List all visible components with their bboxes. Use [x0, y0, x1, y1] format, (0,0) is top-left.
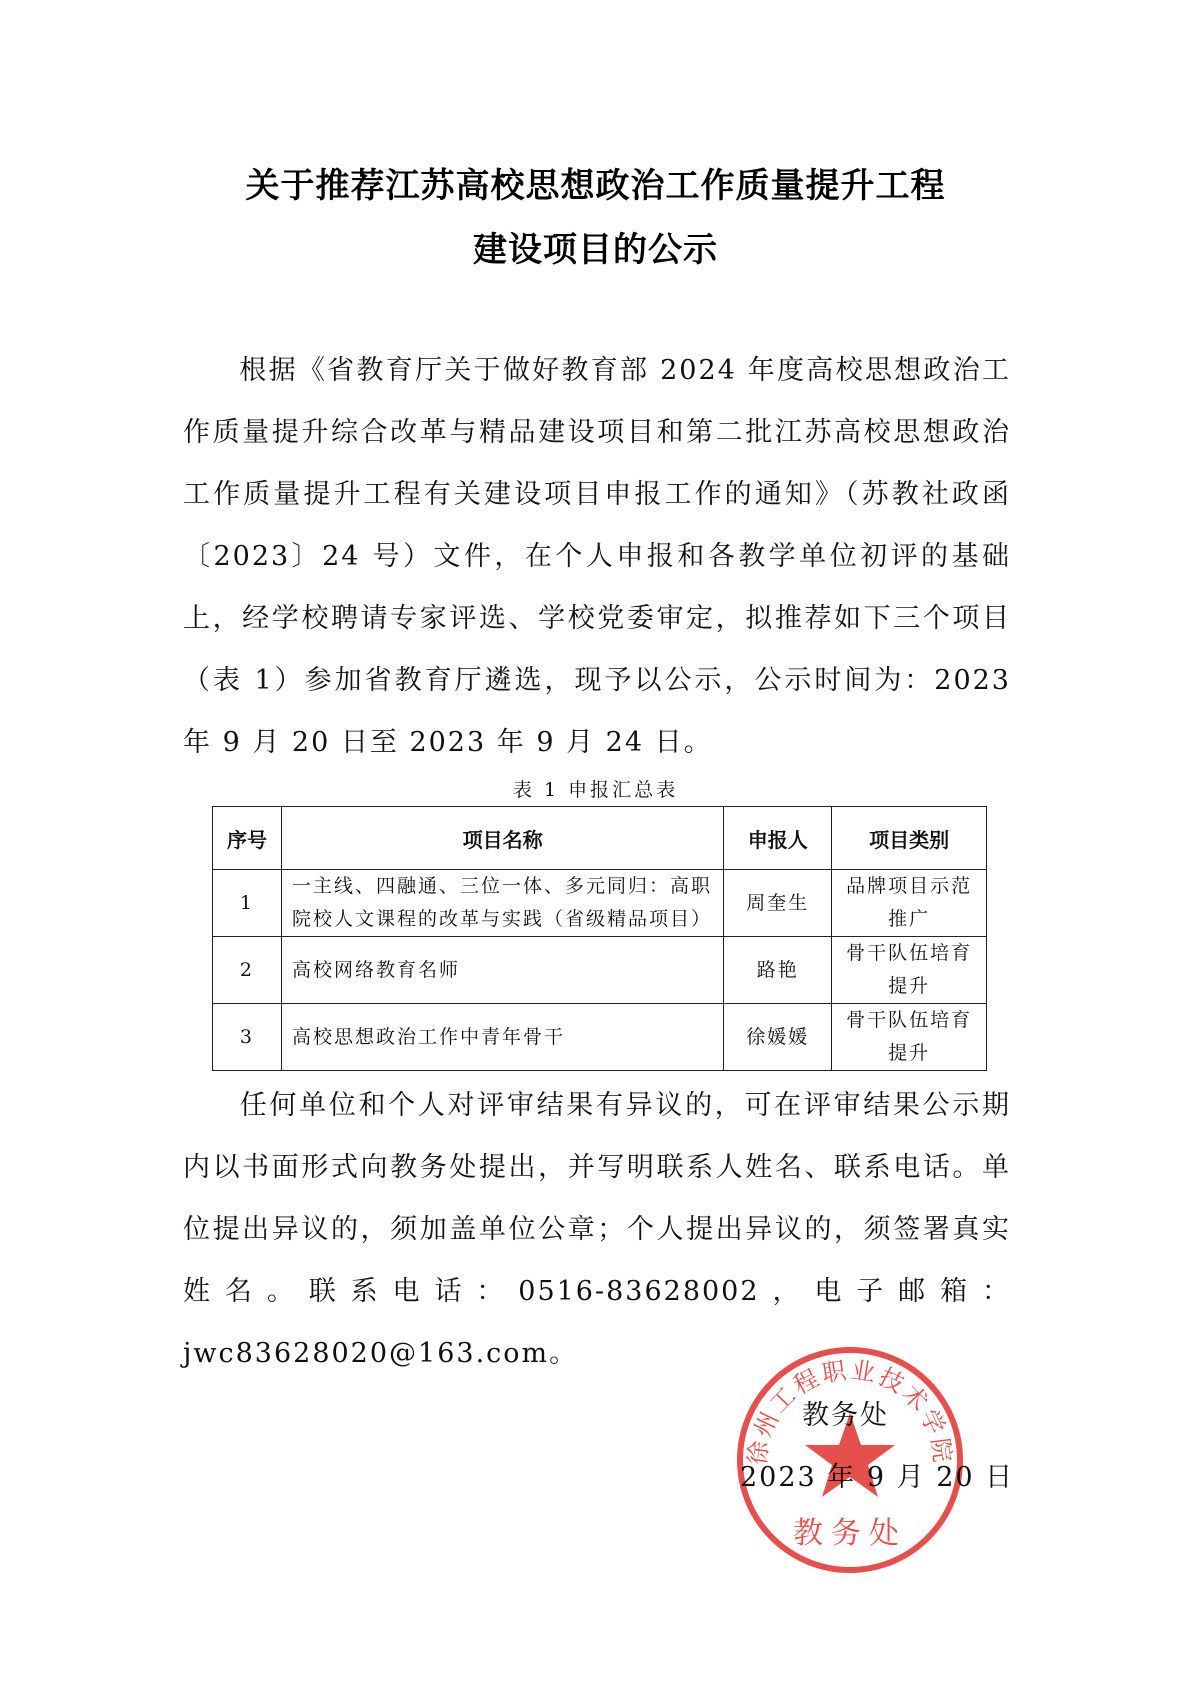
header-category: 项目类别 — [832, 807, 987, 870]
document-title-line2: 建设项目的公示 — [473, 230, 718, 270]
cell-project-name: 高校网络教育名师 — [281, 937, 723, 1004]
table-header-row — [213, 807, 987, 870]
table-row — [213, 870, 987, 937]
cell-applicant: 路艳 — [724, 937, 832, 1004]
body-paragraph-2 — [183, 1075, 1011, 1385]
cell-no: 1 — [213, 870, 282, 937]
signature-date: 2023 年 9 月 20 日 — [740, 1462, 1015, 1493]
summary-table — [212, 806, 987, 1071]
header-project-name: 项目名称 — [281, 807, 723, 870]
cell-category: 骨干队伍培育提升 — [832, 1004, 987, 1071]
header-no: 序号 — [213, 807, 282, 870]
body-paragraph-1 — [183, 340, 1011, 774]
document-title-line1: 关于推荐江苏高校思想政治工作质量提升工程 — [245, 166, 946, 206]
cell-no: 2 — [213, 937, 282, 1004]
signature-org: 教务处 — [802, 1400, 889, 1431]
seal-center-text: 教务处 — [793, 1516, 907, 1551]
cell-project-name: 高校思想政治工作中青年骨干 — [281, 1004, 723, 1071]
cell-no: 3 — [213, 1004, 282, 1071]
table-row — [213, 937, 987, 1004]
seal-ring-text: 徐州工程职业技术学院 — [743, 1355, 957, 1467]
table-row — [213, 1004, 987, 1071]
cell-project-name: 一主线、四融通、三位一体、多元同归：高职院校人文课程的改革与实践（省级精品项目） — [281, 870, 723, 937]
cell-applicant: 周奎生 — [724, 870, 832, 937]
cell-category: 品牌项目示范推广 — [832, 870, 987, 937]
cell-applicant: 徐媛媛 — [724, 1004, 832, 1071]
body-paragraph-1-text: 根据《省教育厅关于做好教育部 2024 年度高校思想政治工作质量提升综合改革与精品建设项目和第二批江苏高校思想政治工作质量提升工程有关建设项目申报工作的通知》（苏教社政函〔2023〕24 号）文件，在个人申报和各教学单位初评的基础上，经学校聘请专家评选、学校党委审定，拟推荐如下三个项目（表 1）参加省教育厅遴选，现予以公示，公示时间为：2023 年 9 月 20 日至 2023 年 9 月 24 日。 — [183, 355, 1011, 758]
cell-category: 骨干队伍培育提升 — [832, 937, 987, 1004]
header-applicant: 申报人 — [724, 807, 832, 870]
table-caption: 表 1 申报汇总表 — [512, 779, 679, 801]
body-paragraph-2-text: 任何单位和个人对评审结果有异议的，可在评审结果公示期内以书面形式向教务处提出，并写明联系人姓名、联系电话。单位提出异议的，须加盖单位公章；个人提出异议的，须签署真实姓名。联系电话：0516-83628002，电子邮箱：jwc83628020@163.com。 — [183, 1090, 1011, 1369]
